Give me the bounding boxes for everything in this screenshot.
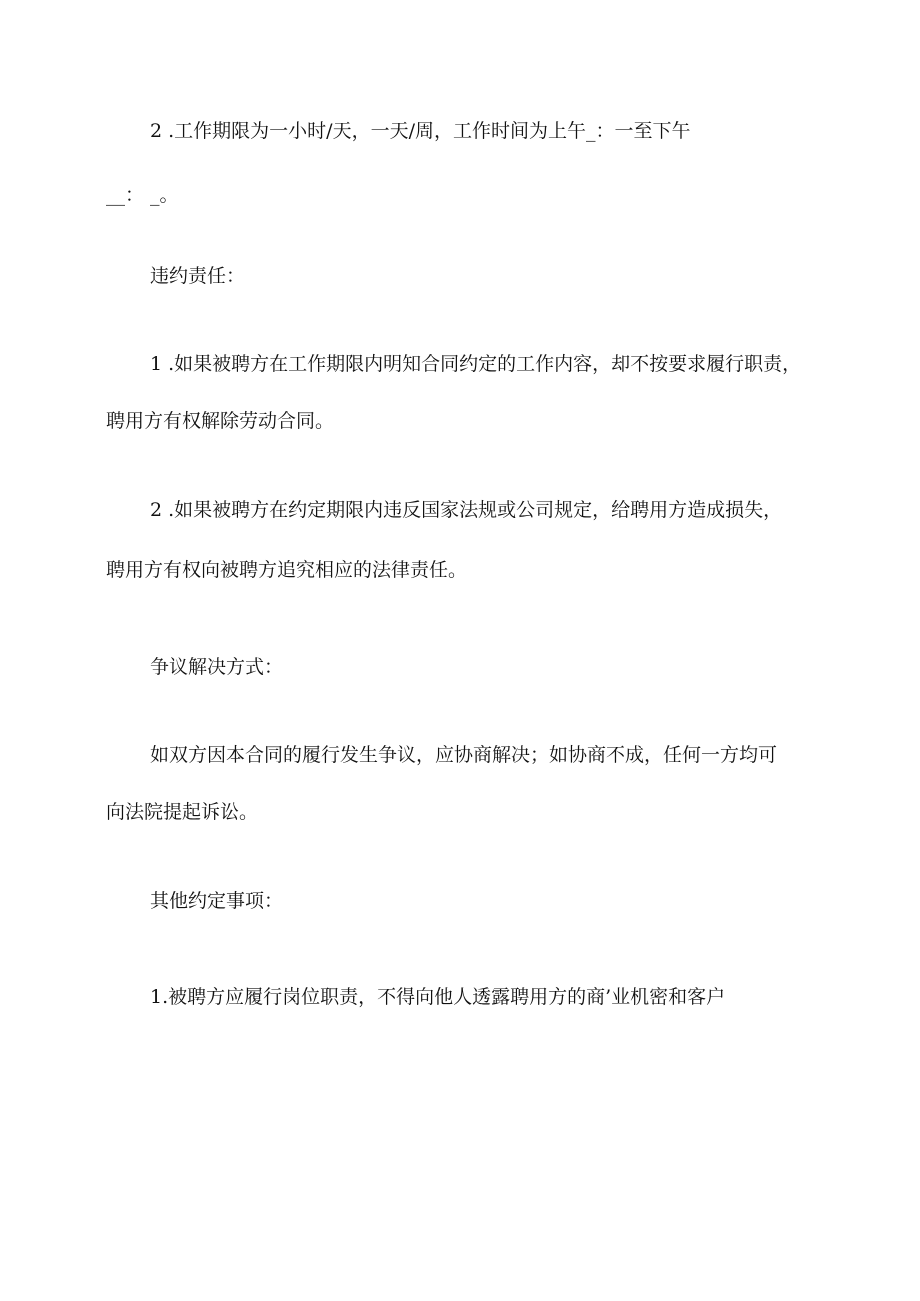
dispute-text-line-2: 向法院提起诉讼。 — [106, 801, 259, 823]
other-heading: 其他约定事项： — [150, 890, 284, 912]
breach-item-2-text-a: 2 .如果被聘方在约定期限内违反国家法规或公司规定， — [150, 499, 612, 521]
breach-item-1-line-2: 聘用方有权解除劳动合同。 — [106, 410, 335, 432]
work-period-line-1: 2 .工作期限为一小时/天，一天/周，工作时间为上午_：一至下午 — [150, 120, 691, 142]
dispute-heading: 争议解决方式： — [150, 656, 284, 678]
breach-item-2-line-1 — [150, 496, 782, 524]
breach-item-2-line-2: 聘用方有权向被聘方追究相应的法律责任。 — [106, 559, 468, 581]
breach-item-1-text-a: 1 .如果被聘方在工作期限内明知合同约定的工作内容， — [150, 353, 612, 375]
breach-heading: 违约责任： — [150, 265, 246, 287]
work-period-line-2: __： _。 — [106, 184, 179, 206]
breach-item-1-line-1 — [150, 350, 801, 378]
breach-item-2-text-b: 给聘用方造成损失， — [611, 499, 783, 521]
dispute-text-line-1: 如双方因本合同的履行发生争议，应协商解决；如协商不成，任何一方均可 — [150, 744, 778, 766]
other-item-1: 1.被聘方应履行岗位职责，不得向他人透露聘用方的商’业机密和客户 — [150, 986, 726, 1008]
breach-item-1-text-b: 却不按要求履行职责， — [611, 353, 802, 375]
